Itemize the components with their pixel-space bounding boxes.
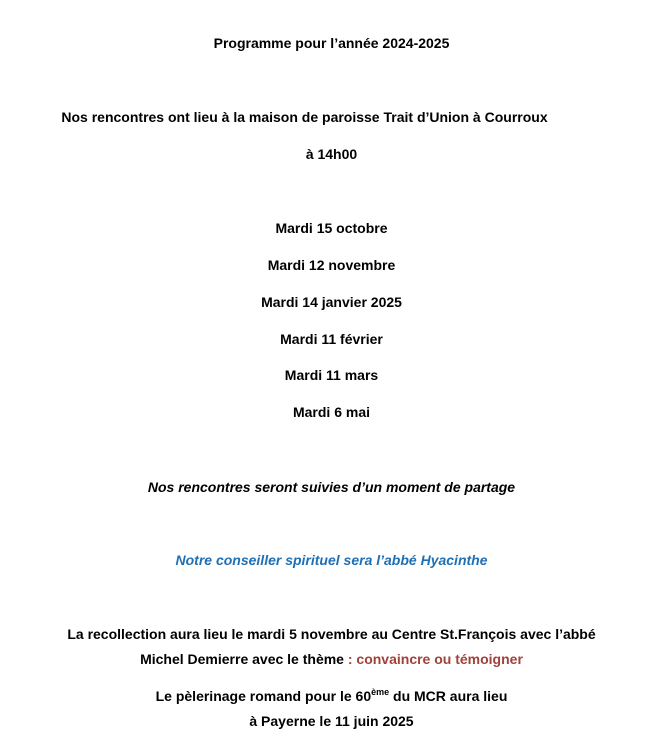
meeting-date-5: Mardi 11 mars (284, 367, 379, 383)
meeting-date-6: Mardi 6 mai (292, 404, 371, 420)
recollection-theme: : convaincre ou témoigner (347, 651, 523, 667)
meeting-date-3: Mardi 14 janvier 2025 (261, 294, 402, 310)
recollection-line-1: La recollection aura lieu le mardi 5 novembre au Centre St.François avec l’abbé (67, 626, 596, 642)
recollection-line-2-text: Michel Demierre avec le thème (140, 651, 348, 667)
pilgrimage-line-1 (50, 687, 613, 705)
pilgrimage-line-2: à Payerne le 11 juin 2025 (249, 713, 414, 729)
advisor-line: Notre conseiller spirituel sera l’abbé Hyacinthe (175, 552, 488, 568)
meeting-date-2: Mardi 12 novembre (267, 257, 396, 273)
venue-line: Nos rencontres ont lieu à la maison de paroisse Trait d’Union à Courroux (61, 109, 548, 125)
page-title: Programme pour l’année 2024-2025 (213, 35, 450, 51)
meeting-date-4: Mardi 11 février (280, 331, 383, 347)
time-line: à 14h00 (305, 146, 358, 162)
pilgrimage-text-end: du MCR aura lieu (389, 688, 508, 704)
pilgrimage-text-start: Le pèlerinage romand pour le 60 (155, 688, 372, 704)
meeting-date-1: Mardi 15 octobre (275, 220, 388, 236)
sharing-line: Nos rencontres seront suivies d’un moment de partage (147, 479, 516, 495)
recollection-line-2 (0, 650, 663, 668)
pilgrimage-ordinal-suffix: ème (371, 687, 390, 697)
